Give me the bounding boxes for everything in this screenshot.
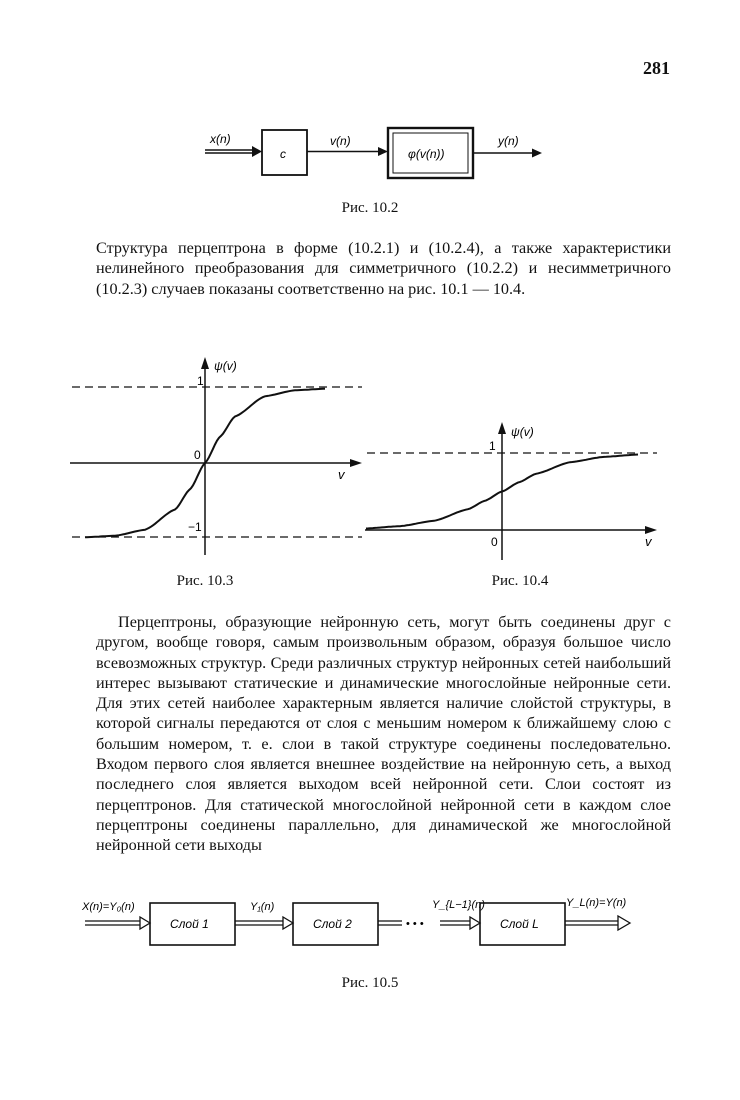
fig5-layer-1-label: Слой 1: [170, 917, 209, 931]
fig2-output-label: y(n): [498, 134, 519, 148]
caption-fig-10-3: Рис. 10.3: [176, 573, 234, 589]
fig3-tick-origin: 0: [194, 448, 201, 462]
fig3-tick-top: 1: [197, 374, 204, 388]
fig5-arrow-2: [470, 917, 480, 929]
page-number: 281: [643, 58, 670, 78]
fig5-y1-label: Y₁(n): [250, 901, 275, 913]
fig2-input-label: x(n): [210, 132, 231, 146]
fig5-layer-l-label: Слой L: [500, 917, 539, 931]
fig4-tick-top: 1: [489, 439, 496, 453]
fig2-arrowhead-in: [252, 146, 262, 157]
fig2-block-label: c: [280, 147, 286, 161]
figure-10-4: [365, 420, 665, 570]
fig3-x-label: v: [338, 467, 345, 482]
fig4-x-label: v: [645, 534, 652, 549]
fig3-tick-bottom: −1: [188, 520, 202, 534]
fig5-ellipsis: • • •: [406, 918, 424, 930]
fig4-y-label: ψ(v): [511, 425, 534, 439]
fig2-mid-label: v(n): [330, 134, 351, 148]
fig5-arrow-1: [283, 917, 293, 929]
fig3-y-label: ψ(v): [214, 359, 237, 373]
fig5-arrow-in: [140, 917, 150, 929]
caption-fig-10-5: Рис. 10.5: [341, 975, 399, 991]
paragraph-2: [96, 612, 671, 856]
figure-10-3: [70, 355, 370, 565]
figure-10-2: [190, 118, 560, 188]
paragraph-1: Структура перцептрона в форме (10.2.1) и (10.2.4), а также характеристики нелинейного преобразования для симметричного (10.2.2) и несимметричного (10.2.3) случаев показаны соответственно на рис. 10.1 — 10.4.: [96, 239, 671, 298]
fig5-layer-2-label: Слой 2: [313, 917, 352, 931]
caption-fig-10-2: Рис. 10.2: [341, 200, 399, 216]
fig5-input-label: X(n)=Y₀(n): [82, 901, 135, 913]
figure-10-5: [80, 890, 660, 960]
fig2-func-label: φ(v(n)): [408, 147, 445, 161]
fig4-tick-origin: 0: [491, 535, 498, 549]
fig5-arrow-out: [618, 916, 630, 930]
fig5-output-label: Y_L(n)=Y(n): [566, 897, 627, 909]
fig5-yl1-label: Y_{L−1}(n): [432, 899, 485, 911]
paragraph-2-text: Перцептроны, образующие нейронную сеть, могут быть соединены друг с другом, вообще говоря, самым произвольным образом, образуя большое число всевозможных структур. Среди различных структур нейронных сетей наибольший интерес вызывают статические и динамические многослойные нейронные сети. Для этих сетей наиболее характерным является наличие слойстой структуры, в которой сигналы передаются от слоя с меньшим номером к ближайшему слою с большим номером, т. е. слои в такой структуре соединены последовательно. Входом первого слоя является внешнее воздействие на нейронную сеть, а выход последнего слоя является выходом всей нейронной сети. Слои состоят из перцептронов. Для статической многослойной нейронной сети в каждом слое перцептроны соединены параллельно, для динамической же многослойной нейронной сети выходы: [96, 613, 671, 855]
caption-fig-10-4: Рис. 10.4: [491, 573, 549, 589]
